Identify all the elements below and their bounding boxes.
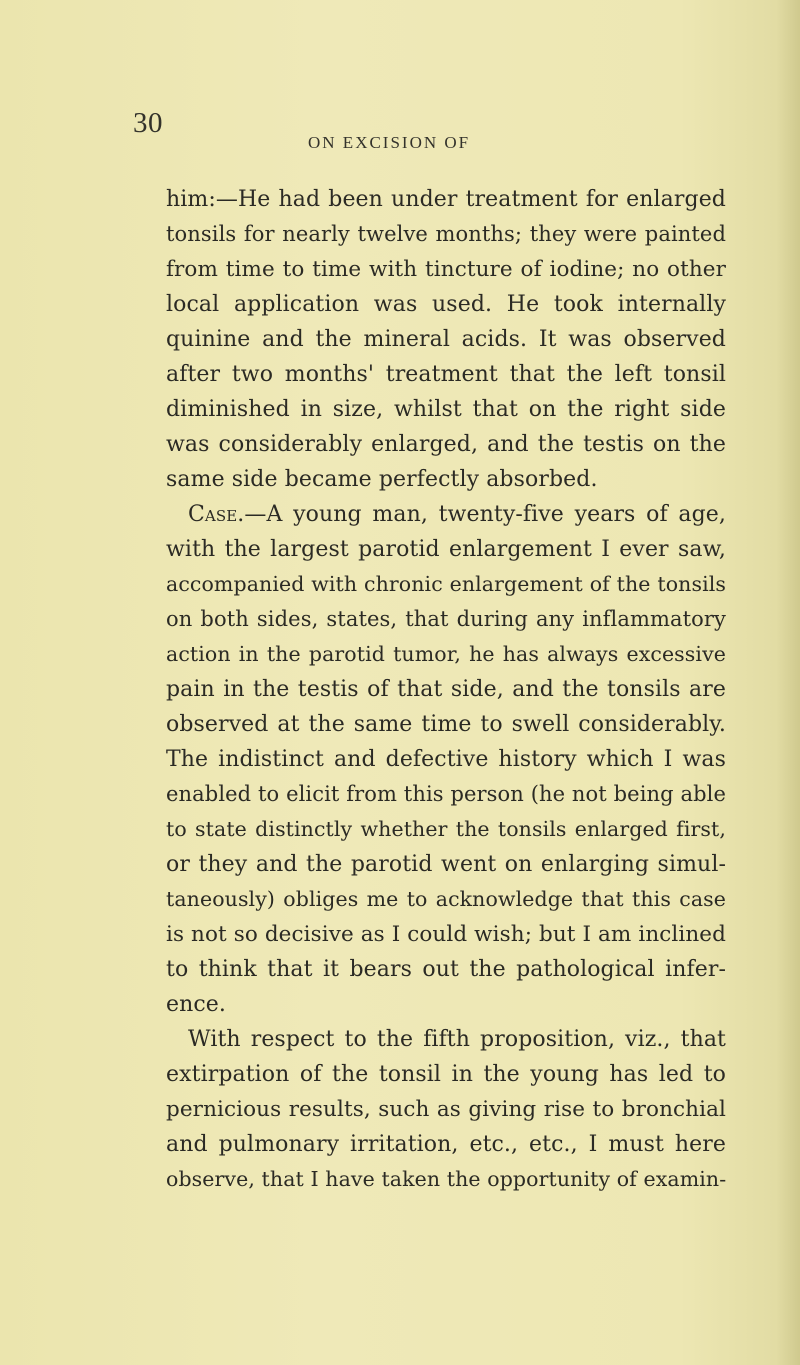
text-line: from time to time with tincture of iodine; no other: [166, 257, 726, 282]
text-line: accompanied with chronic enlargement of the tonsils: [166, 572, 726, 596]
text-line-with-label: [166, 497, 726, 532]
paragraph-continuation: [166, 182, 726, 497]
text-line: pain in the testis of that side, and the tonsils are: [166, 677, 726, 702]
paragraph-case: [166, 497, 726, 1022]
text-line: observe, that I have taken the opportunity of examin-: [166, 1167, 727, 1191]
text-line: With respect to the fifth proposition, viz., that: [188, 1027, 726, 1052]
text-line: extirpation of the tonsil in the young has led to: [166, 1062, 726, 1087]
text-line: enabled to elicit from this person (he not being able: [166, 782, 726, 806]
text-line: him:—He had been under treatment for enlarged: [166, 187, 726, 212]
paragraph-fifth-proposition: [166, 1022, 726, 1197]
text-line: same side became perfectly absorbed.: [166, 467, 598, 492]
text-line: diminished in size, whilst that on the right side: [166, 397, 726, 422]
text-line: is not so decisive as I could wish; but I am inclined: [166, 922, 726, 947]
text-line: quinine and the mineral acids. It was observed: [166, 327, 726, 352]
text-line: The indistinct and defective history which I was: [166, 747, 726, 772]
text-line: with the largest parotid enlargement I ever saw,: [166, 537, 726, 562]
case-label: Case.: [188, 502, 245, 527]
page-number: 30: [133, 107, 163, 139]
text-line: ence.: [166, 992, 227, 1017]
text-line: and pulmonary irritation, etc., etc., I must here: [166, 1132, 726, 1157]
text-line: or they and the parotid went on enlarging simul-: [166, 852, 726, 877]
text-line: action in the parotid tumor, he has always excessive: [166, 642, 726, 666]
text-line: observed at the same time to swell considerably.: [166, 712, 726, 737]
text-line: pernicious results, such as giving rise to bronchial: [166, 1097, 726, 1122]
text-line: local application was used. He took internally: [166, 292, 726, 317]
text-line: on both sides, states, that during any inflammatory: [166, 607, 726, 631]
text-line: was considerably enlarged, and the testis on the: [166, 432, 726, 457]
text-line-rest: —A young man, twenty-five years of age,: [244, 502, 726, 527]
text-line: taneously) obliges me to acknowledge that this case: [166, 887, 726, 911]
text-line: after two months' treatment that the left tonsil: [166, 362, 726, 387]
body-text: [166, 182, 726, 1197]
text-line: tonsils for nearly twelve months; they were painted: [166, 222, 726, 246]
text-line: to think that it bears out the pathological infer-: [166, 957, 726, 982]
running-head: ON EXCISION OF: [308, 133, 471, 152]
text-line: to state distinctly whether the tonsils enlarged first,: [166, 817, 726, 841]
